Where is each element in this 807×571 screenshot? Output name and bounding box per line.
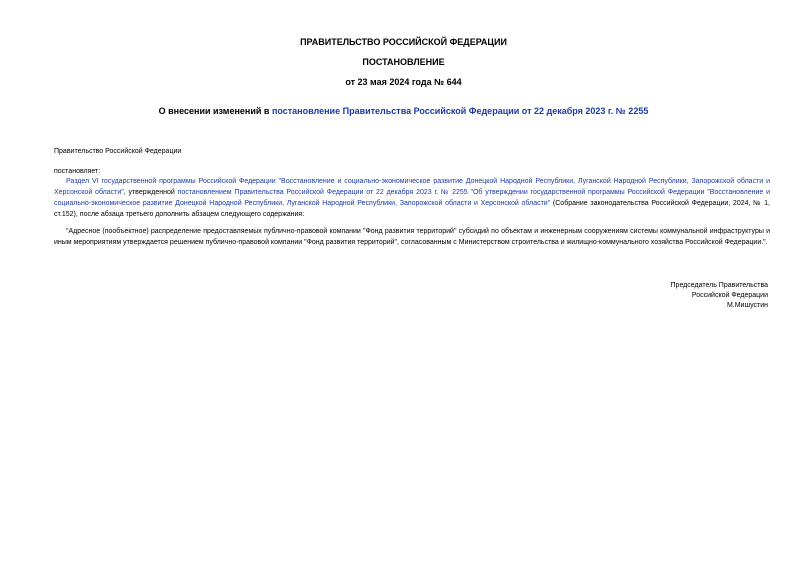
approving-decree-link[interactable]: постановлением Правительства Российской Федерации от 22 декабря 2023 г. № 2255 "Об утверждении государственной программы Российской Федерации "Восстановление и социально-экономическое развитие Донецкой Народной Республики, Луганской Народной Республики, Запорожской области и Херсонской области"	[54, 189, 770, 207]
signatory-organization: Российской Федерации	[691, 292, 768, 299]
decrees-text: постановляет:	[54, 168, 101, 175]
program-section-link[interactable]: Раздел VI государственной программы Российской Федерации "Восстановление и социально-экономическое развитие Донецкой Народной Республики, Луганской Народной Республики, Запорожской области и Херсонской области"	[54, 178, 770, 196]
document-type-heading: ПОСТАНОВЛЕНИЕ	[362, 57, 445, 67]
signatory-name: М.Мишустин	[726, 302, 768, 309]
document-date-number: от 23 мая 2024 года № 644	[345, 77, 462, 87]
approved-by-text: , утвержденной	[123, 189, 178, 196]
amended-decree-link[interactable]: постановление Правительства Российской Федерации от 22 декабря 2023 г. № 2255	[271, 106, 649, 116]
amendment-details-text: (Собрание законодательства Российской Федерации, 2024, № 1, ст.152), после абзаца третьего дополнить абзацем следующего содержания:	[54, 200, 770, 218]
inserted-paragraph: "Адресное (пообъектное) распределение предоставляемых публично-правовой компании "Фонд развития территорий" субсидий по объектам и инженерным сооружениям системы коммунальной инфраструктуры и иным мероприятиям утверждается решением публично-правовой компании "Фонд развития территорий", согласованным с Министерством строительства и жилищно-коммунального хозяйства Российской Федерации.".	[54, 228, 770, 246]
government-heading: ПРАВИТЕЛЬСТВО РОССИЙСКОЙ ФЕДЕРАЦИИ	[300, 37, 507, 47]
title-prefix: О внесении изменений в	[158, 106, 272, 116]
signatory-position: Председатель Правительства	[670, 282, 768, 289]
document-title	[0, 106, 807, 117]
amendment-paragraph	[54, 176, 770, 220]
issuer-text: Правительство Российской Федерации	[54, 148, 182, 155]
